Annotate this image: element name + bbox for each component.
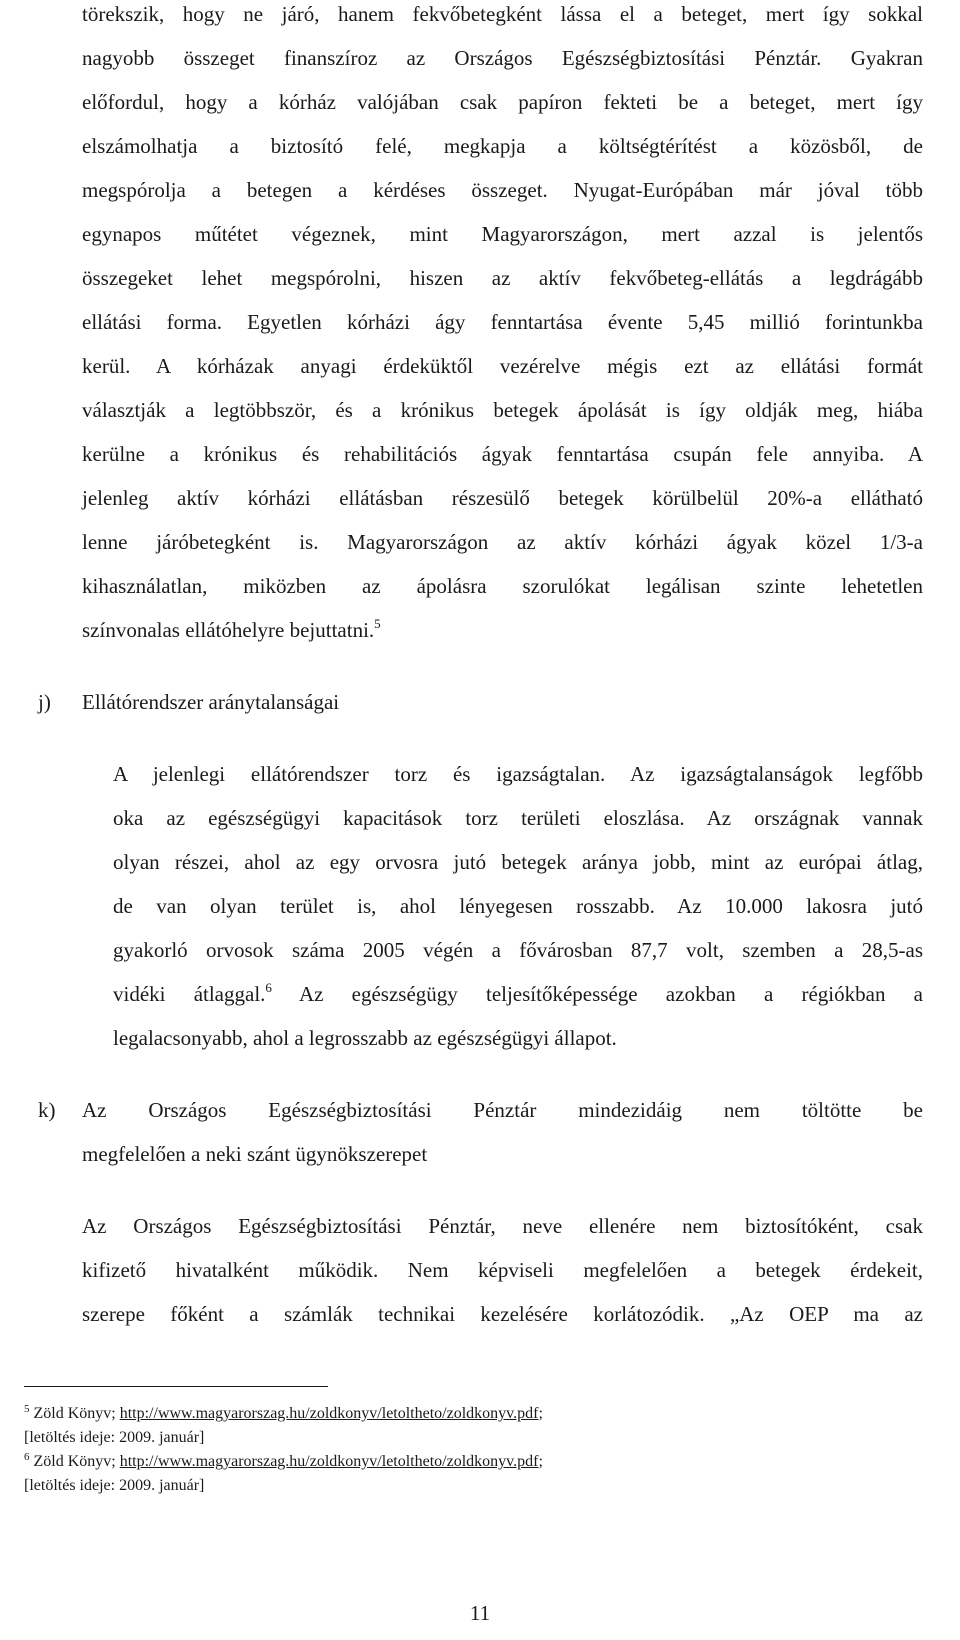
paragraph-line: ellátási forma. Egyetlen kórházi ágy fenntartása évente 5,45 millió forintunkba (82, 310, 923, 334)
line-text: vidéki átlaggal. (113, 982, 266, 1006)
paragraph-line: kifizető hivatalként működik. Nem képviseli megfelelően a betegek érdekeit, (82, 1258, 923, 1282)
footnote-source: Zöld Könyv; (29, 1453, 120, 1470)
section-marker-k: k) (38, 1098, 56, 1122)
footnote-link[interactable]: http://www.magyarorszag.hu/zoldkonyv/letoltheto/zoldkonyv.pdf (119, 1405, 539, 1422)
paragraph-line: de van olyan terület is, ahol lényegesen rosszabb. Az 10.000 lakosra jutó (113, 894, 923, 918)
paragraph-line: elszámolhatja a biztosító felé, megkapja a költségtérítést a közösből, de (82, 134, 923, 158)
footnote-line (24, 1404, 543, 1425)
footnote-suffix: ; (538, 1453, 543, 1470)
paragraph-line: Az Országos Egészségbiztosítási Pénztár, neve ellenére nem biztosítóként, csak (82, 1214, 923, 1238)
paragraph-line: törekszik, hogy ne járó, hanem fekvőbetegként lássa el a beteget, mert így sokkal (82, 2, 923, 26)
paragraph-line: összegeket lehet megspórolni, hiszen az aktív fekvőbeteg-ellátás a legdrágább (82, 266, 923, 290)
paragraph-line: A jelenlegi ellátórendszer torz és igazságtalan. Az igazságtalanságok legfőbb (113, 762, 923, 786)
page-number: 11 (469, 1601, 491, 1625)
paragraph-line: olyan részei, ahol az egy orvosra jutó betegek aránya jobb, mint az európai átlag, (113, 850, 923, 874)
paragraph-line: megspórolja a betegen a kérdéses összeget. Nyugat-Európában már jóval több (82, 178, 923, 202)
paragraph-line: jelenleg aktív kórházi ellátásban részesülő betegek körülbelül 20%-a ellátható (82, 486, 923, 510)
footnote-link[interactable]: http://www.magyarorszag.hu/zoldkonyv/letoltheto/zoldkonyv.pdf (119, 1453, 539, 1470)
footnote-line (24, 1452, 543, 1473)
paragraph-line: kerülne a krónikus és rehabilitációs ágyak fenntartása csupán fele annyiba. A (82, 442, 923, 466)
paragraph-line: gyakorló orvosok száma 2005 végén a fővárosban 87,7 volt, szemben a 28,5-as (113, 938, 923, 962)
footnote-number: 6 (24, 1451, 30, 1463)
section-heading-j: Ellátórendszer aránytalanságai (82, 690, 340, 714)
paragraph-line: oka az egészségügyi kapacitások torz területi eloszlása. Az országnak vannak (113, 806, 923, 830)
footnote-date: [letöltés ideje: 2009. január] (24, 1477, 205, 1494)
footnote-ref-6[interactable]: 6 (265, 980, 272, 995)
paragraph-line: szerepe főként a számlák technikai kezelésére korlátozódik. „Az OEP ma az (82, 1302, 923, 1326)
paragraph-line: egynapos műtétet végeznek, mint Magyarországon, mert azzal is jelentős (82, 222, 923, 246)
paragraph-line: kerül. A kórházak anyagi érdeküktől vezérelve mégis ezt az ellátási formát (82, 354, 923, 378)
section-heading-k: Az Országos Egészségbiztosítási Pénztár mindezidáig nem töltötte be (82, 1098, 923, 1122)
paragraph-line: választják a legtöbbször, és a krónikus betegek ápolását is így oldják meg, hiába (82, 398, 923, 422)
paragraph-line: kihasználatlan, miközben az ápolásra szorulókat legálisan szinte lehetetlen (82, 574, 923, 598)
section-heading-k-line2: megfelelően a neki szánt ügynökszerepet (82, 1142, 428, 1166)
section-marker-j: j) (38, 690, 51, 714)
paragraph-line: nagyobb összeget finanszíroz az Országos Egészségbiztosítási Pénztár. Gyakran (82, 46, 923, 70)
paragraph-line (113, 982, 923, 1009)
paragraph-last-line (82, 618, 381, 645)
paragraph-last-line: legalacsonyabb, ahol a legrosszabb az egészségügyi állapot. (113, 1026, 617, 1050)
paragraph-last-line-text: színvonalas ellátóhelyre bejuttatni. (82, 618, 375, 642)
paragraph-line: előfordul, hogy a kórház valójában csak papíron fekteti be a beteget, mert így (82, 90, 923, 114)
footnote-source: Zöld Könyv; (29, 1405, 120, 1422)
paragraph-line: lenne járóbetegként is. Magyarországon az aktív kórházi ágyak közel 1/3-a (82, 530, 923, 554)
line-text: Az egészségügy teljesítőképessége azokban a régiókban a (271, 982, 923, 1006)
footnote-number: 5 (24, 1403, 30, 1415)
footnote-ref-5[interactable]: 5 (374, 616, 381, 631)
footnote-date: [letöltés ideje: 2009. január] (24, 1429, 205, 1446)
footnote-suffix: ; (538, 1405, 543, 1422)
footnote-separator (24, 1386, 328, 1387)
